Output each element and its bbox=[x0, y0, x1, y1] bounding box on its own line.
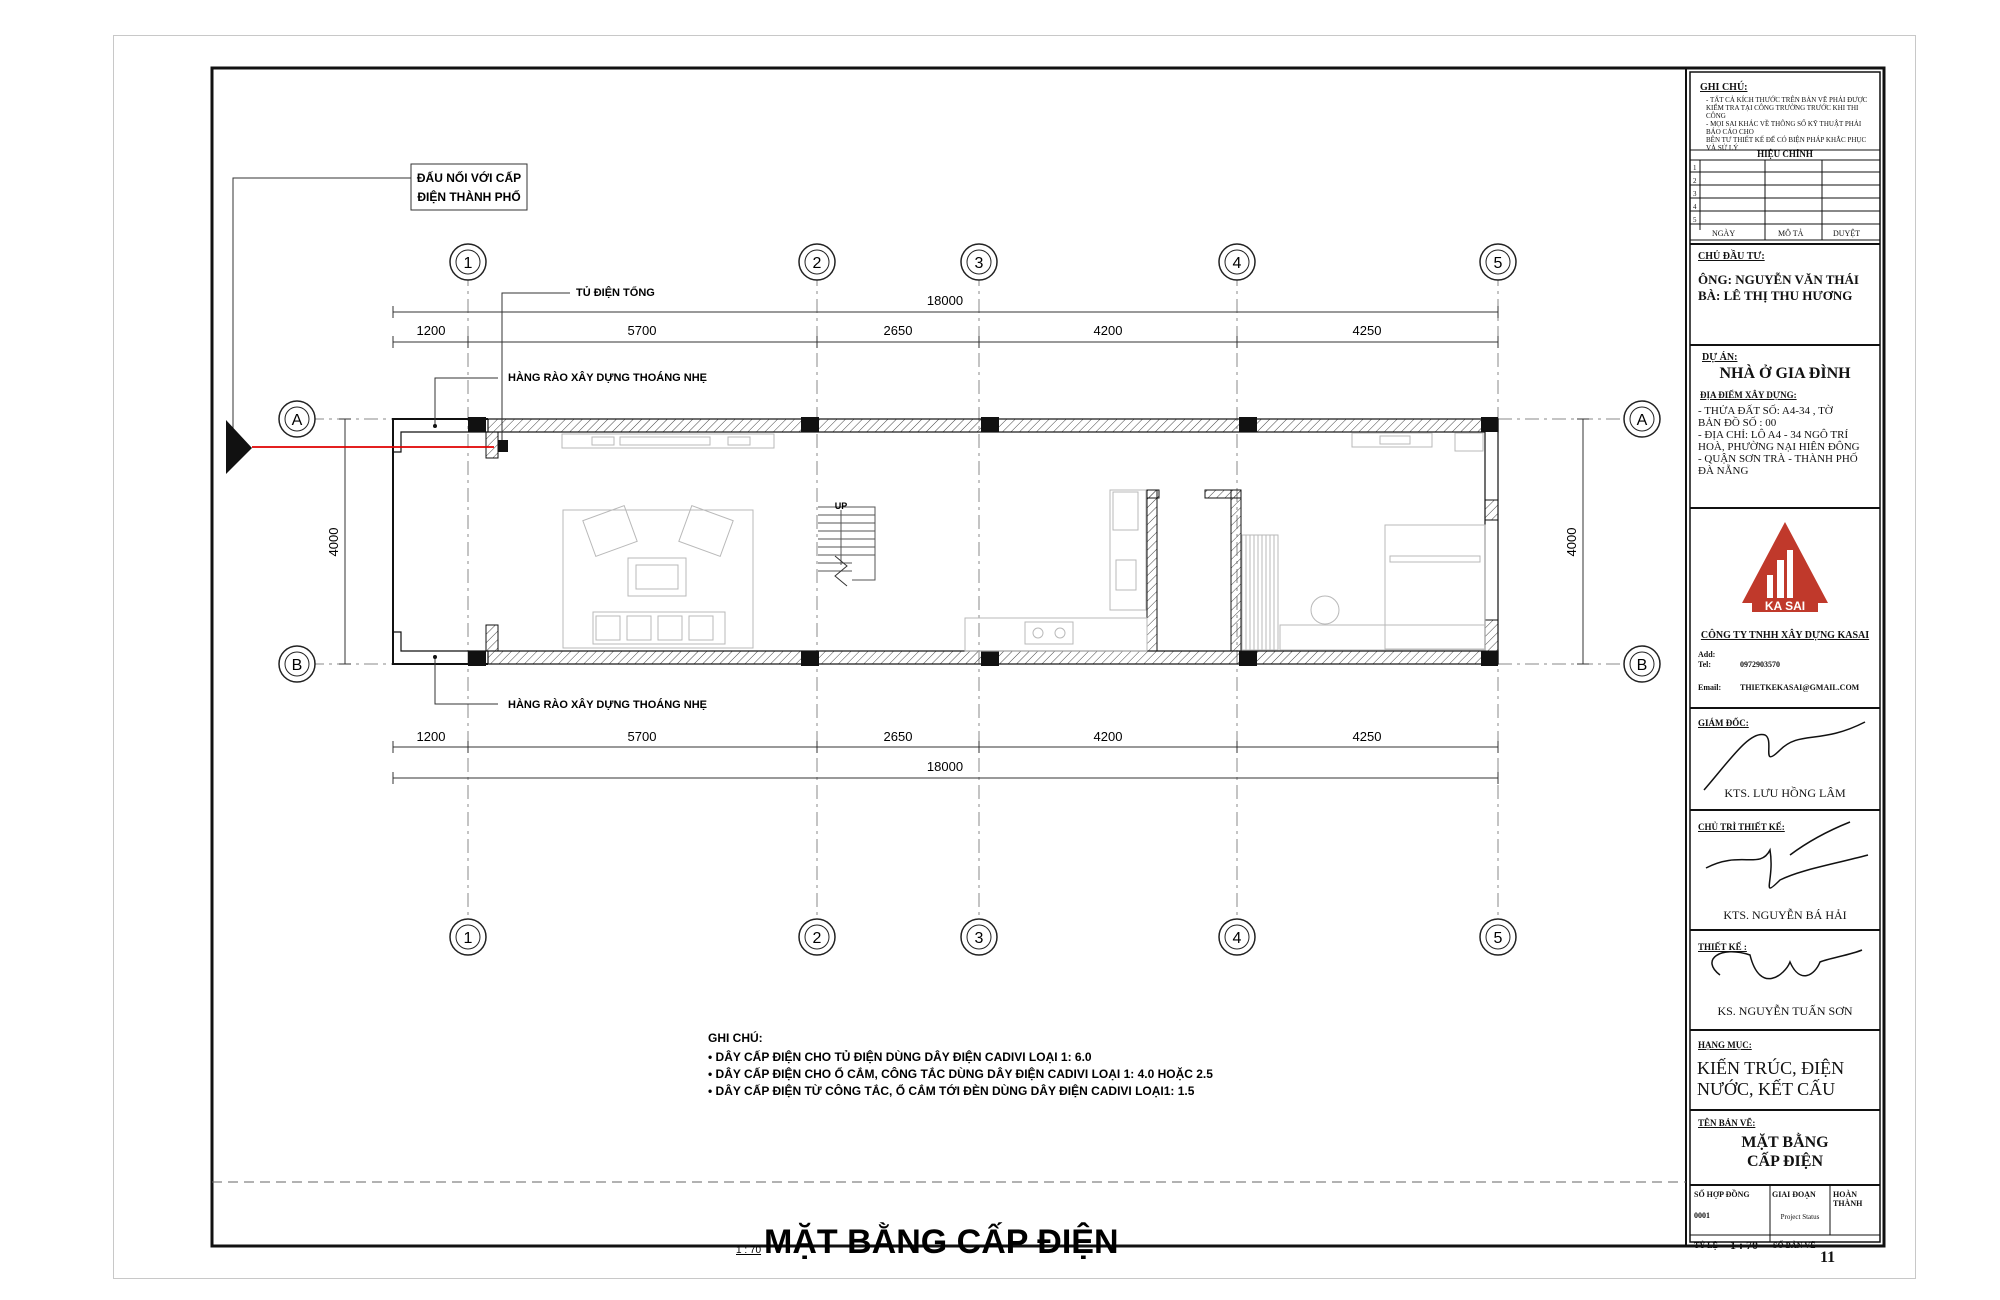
kasai-logo bbox=[1742, 522, 1828, 613]
tb-note-line: - MỌI SAI KHÁC VỀ THÔNG SỐ KỸ THUẬT PHẢI BÁO CÁO CHO bbox=[1706, 120, 1862, 136]
tb-revision-number: 1 bbox=[1693, 164, 1697, 172]
dimension-spans-bottom bbox=[393, 741, 1498, 753]
city-connection-label: ĐIỆN THÀNH PHỐ bbox=[417, 190, 521, 204]
grid-bubble-bottom-5 bbox=[1480, 919, 1516, 955]
grid-bubble-bottom-2 bbox=[799, 919, 835, 955]
grid-label: 1 bbox=[463, 930, 473, 947]
dimension-text: 5700 bbox=[627, 323, 657, 338]
dimension-text-depth-right: 4000 bbox=[1564, 527, 1579, 557]
grid-label: A bbox=[291, 412, 303, 429]
tb-notes bbox=[1706, 96, 1876, 152]
drawing-title: MẶT BẰNG CẤP ĐIỆN bbox=[764, 1223, 1119, 1261]
tb-scale-label: TỶ LỆ bbox=[1694, 1241, 1718, 1250]
tb-owner-heading: CHỦ ĐẦU TƯ: bbox=[1698, 251, 1765, 262]
dimension-text: 5700 bbox=[627, 729, 657, 744]
stair-up-label: UP bbox=[834, 501, 848, 511]
dimension-spans-top bbox=[393, 336, 1498, 348]
tb-category: KIẾN TRÚC, ĐIỆN NƯỚC, KẾT CẤU bbox=[1697, 1058, 1845, 1099]
grid-bubble-right-B bbox=[1624, 646, 1660, 682]
tb-note-line: - TẤT CẢ KÍCH THƯỚC TRÊN BẢN VẼ PHẢI ĐƯỢC bbox=[1706, 96, 1868, 104]
tb-location-line: - ĐỊA CHỈ: LÔ A4 - 34 NGÔ TRÍ bbox=[1698, 429, 1849, 441]
grid-bubble-right-A bbox=[1624, 401, 1660, 437]
stair bbox=[818, 507, 875, 586]
tb-revision-numbers bbox=[1693, 162, 1697, 227]
walls bbox=[393, 419, 1498, 664]
grid-bubble-top-4 bbox=[1219, 244, 1255, 280]
tb-chief-heading: CHỦ TRÌ THIẾT KẾ: bbox=[1698, 822, 1785, 832]
tb-sheet-title: MẶT BẰNG CẤP ĐIỆN bbox=[1741, 1134, 1829, 1170]
tb-revision-number: 5 bbox=[1693, 216, 1697, 224]
drawing-scale: 1 : 70 bbox=[736, 1245, 762, 1256]
tb-chief: KTS. NGUYỄN BÁ HẢI bbox=[1723, 908, 1847, 922]
designer-signature bbox=[1712, 950, 1862, 979]
tb-designer-heading: THIẾT KẾ : bbox=[1698, 942, 1747, 952]
tb-revision-heading: HIỆU CHỈNH bbox=[1757, 149, 1813, 159]
tb-scale-value: 1 : 70 bbox=[1730, 1238, 1758, 1252]
connection-arrow-icon bbox=[226, 420, 252, 474]
tb-revision-number: 2 bbox=[1693, 177, 1697, 185]
grid-label: B bbox=[291, 657, 303, 674]
dimension-text: 1200 bbox=[416, 729, 446, 744]
city-connection-label: ĐẤU NỐI VỚI CẤP bbox=[416, 171, 522, 185]
tb-contract-label: SỐ HỢP ĐỒNG bbox=[1694, 1190, 1750, 1199]
tb-sheet-title-heading: TÊN BẢN VẼ: bbox=[1698, 1118, 1756, 1128]
grid-label: A bbox=[1636, 412, 1648, 429]
tb-email-label: Email: bbox=[1698, 683, 1722, 692]
tb-add-label: Add: bbox=[1698, 650, 1716, 659]
grid-label: 3 bbox=[974, 930, 984, 947]
tb-contract-no: 0001 bbox=[1694, 1211, 1710, 1220]
tb-notes-heading: GHI CHÚ: bbox=[1700, 82, 1748, 93]
tb-company: CÔNG TY TNHH XÂY DỰNG KASAI bbox=[1700, 630, 1870, 641]
notes-line: • DÂY CẤP ĐIỆN TỪ CÔNG TẮC, Ổ CẮM TỚI ĐÈN DÙNG DÂY ĐIỆN CADIVI LOẠI1: 1.5 bbox=[708, 1084, 1195, 1098]
grid-label: 2 bbox=[812, 930, 822, 947]
tb-stage-label: GIAI ĐOẠN bbox=[1772, 1190, 1816, 1199]
grid-label: 1 bbox=[463, 255, 473, 272]
grid-bubble-top-1 bbox=[450, 244, 486, 280]
tb-location-line: - THỬA ĐẤT SỐ: A4-34 , TỜ bbox=[1698, 405, 1833, 417]
tb-stage-value: Project Status bbox=[1780, 1213, 1820, 1221]
tb-note-line: BÊN TƯ THIẾT KẾ ĐỂ CÓ BIỆN PHÁP KHẮC PHỤC VÀ SỬ LÝ bbox=[1706, 136, 1867, 152]
tb-status-label: HOÀN THÀNH bbox=[1833, 1190, 1863, 1208]
grid-bubble-top-2 bbox=[799, 244, 835, 280]
tb-location-line: BẢN ĐỒ SỐ : 00 bbox=[1698, 417, 1777, 429]
furniture bbox=[562, 433, 1485, 651]
fence-bottom-label: HÀNG RÀO XÂY DỰNG THOÁNG NHẸ bbox=[508, 699, 707, 711]
dimension-text-total-top: 18000 bbox=[926, 293, 964, 308]
grid-label: 4 bbox=[1232, 255, 1242, 272]
tb-revision-col: MÔ TẢ bbox=[1778, 229, 1804, 238]
tb-location-heading: ĐỊA ĐIỂM XÂY DỰNG: bbox=[1700, 390, 1797, 400]
main-panel-label: TỦ ĐIỆN TỔNG bbox=[576, 287, 655, 299]
tb-location bbox=[1698, 405, 1878, 477]
dimension-text: 1200 bbox=[416, 323, 446, 338]
grid-bubble-bottom-1 bbox=[450, 919, 486, 955]
tb-revision-col: DUYỆT bbox=[1833, 229, 1861, 238]
tb-sheet-no-label: SỐ BẢN VẼ bbox=[1773, 1241, 1816, 1250]
tb-location-line: - QUẬN SƠN TRÀ - THÀNH PHỐ bbox=[1698, 453, 1858, 465]
dimension-text-total-bottom: 18000 bbox=[926, 759, 964, 774]
tb-location-line: ĐÀ NẴNG bbox=[1698, 465, 1749, 477]
logo-text: KA SAI bbox=[1764, 599, 1806, 613]
grid-lines bbox=[310, 272, 1625, 922]
tb-designer: KS. NGUYỄN TUẤN SƠN bbox=[1717, 1004, 1853, 1018]
tb-tel-label: Tel: bbox=[1698, 660, 1712, 669]
notes-heading: GHI CHÚ: bbox=[708, 1031, 763, 1045]
dimension-text: 4250 bbox=[1352, 729, 1382, 744]
tb-sheet-no: 11 bbox=[1820, 1249, 1836, 1266]
dimension-text-depth-left: 4000 bbox=[326, 527, 341, 557]
grid-bubble-bottom-3 bbox=[961, 919, 997, 955]
dimension-text: 2650 bbox=[883, 323, 913, 338]
grid-bubble-top-3 bbox=[961, 244, 997, 280]
grid-label: B bbox=[1636, 657, 1648, 674]
main-panel-leader bbox=[502, 293, 570, 440]
notes-line: • DÂY CẤP ĐIỆN CHO Ổ CẮM, CÔNG TẮC DÙNG DÂY ĐIỆN CADIVI LOẠI 1: 4.0 HOẶC 2.5 bbox=[708, 1067, 1213, 1081]
columns bbox=[468, 417, 1498, 666]
tb-tel: 0972903570 bbox=[1740, 660, 1780, 669]
grid-label: 5 bbox=[1493, 255, 1503, 272]
tb-revision-col: NGÀY bbox=[1712, 229, 1736, 238]
fence-top-label: HÀNG RÀO XÂY DỰNG THOÁNG NHẸ bbox=[508, 372, 707, 384]
grid-label: 4 bbox=[1232, 930, 1242, 947]
notes-line: • DÂY CẤP ĐIỆN CHO TỦ ĐIỆN DÙNG DÂY ĐIỆN CADIVI LOẠI 1: 6.0 bbox=[708, 1050, 1092, 1064]
grid-label: 5 bbox=[1493, 930, 1503, 947]
grid-bubble-top-5 bbox=[1480, 244, 1516, 280]
tb-project-name: NHÀ Ở GIA ĐÌNH bbox=[1719, 365, 1851, 382]
tb-email: THIETKEKASAI@GMAIL.COM bbox=[1740, 683, 1860, 692]
director-signature bbox=[1704, 722, 1865, 790]
dimension-text: 4200 bbox=[1093, 323, 1123, 338]
dimension-text: 4250 bbox=[1352, 323, 1382, 338]
tb-project-heading: DỰ ÁN: bbox=[1702, 352, 1738, 363]
grid-bubble-bottom-4 bbox=[1219, 919, 1255, 955]
tb-revision-number: 4 bbox=[1693, 203, 1697, 211]
tb-category-heading: HẠNG MỤC: bbox=[1698, 1040, 1752, 1050]
tb-location-line: HOÀ, PHƯỜNG NẠI HIÊN ĐÔNG bbox=[1698, 441, 1860, 453]
dimension-text: 4200 bbox=[1093, 729, 1123, 744]
grid-bubble-left-A bbox=[279, 401, 315, 437]
grid-bubble-left-B bbox=[279, 646, 315, 682]
grid-label: 3 bbox=[974, 255, 984, 272]
tb-owner-line: BÀ: LÊ THỊ THU HƯƠNG bbox=[1698, 288, 1853, 303]
tb-revision-number: 3 bbox=[1693, 190, 1697, 198]
dimension-text: 2650 bbox=[883, 729, 913, 744]
tb-director-heading: GIÁM ĐỐC: bbox=[1698, 718, 1749, 728]
tb-owner-line: ÔNG: NGUYỄN VĂN THÁI bbox=[1698, 272, 1859, 287]
tb-note-line: KIỂM TRA TẠI CÔNG TRƯỜNG TRƯỚC KHI THI CÔNG bbox=[1706, 104, 1859, 120]
grid-label: 2 bbox=[812, 255, 822, 272]
tb-director: KTS. LƯU HỒNG LÂM bbox=[1724, 786, 1846, 800]
